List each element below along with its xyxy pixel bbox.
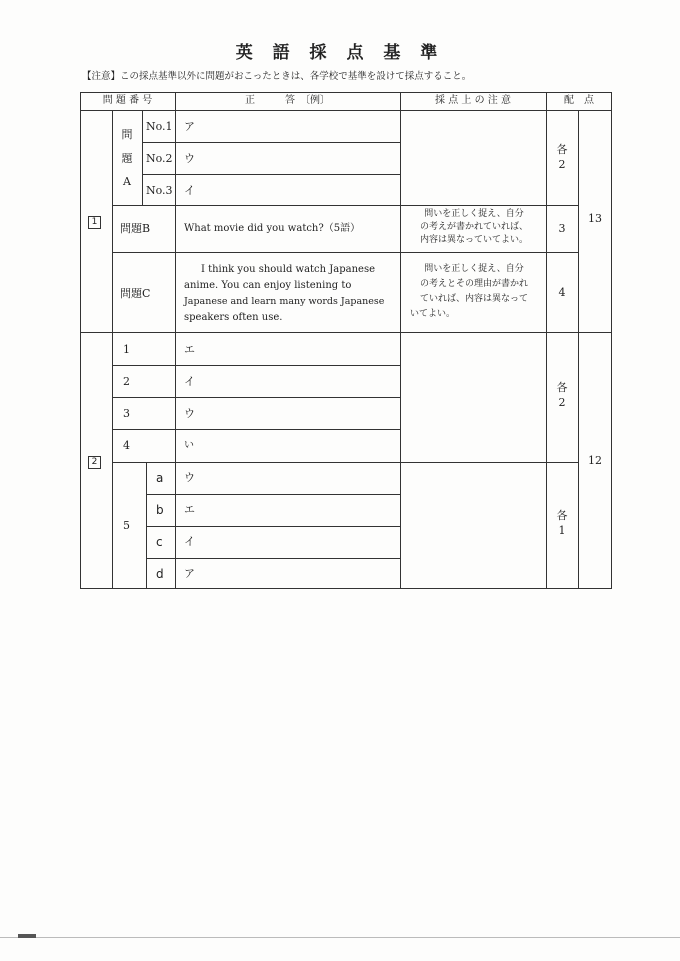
row-line-5a (146, 494, 400, 495)
q2-item1-label: 1 (123, 343, 130, 356)
caution-note: 【注意】この採点基準以外に問題がおこったときは、各学校で基準を設けて採点すること。 (82, 71, 472, 82)
row-line-23 (112, 429, 400, 430)
header-number: 問 題 番 号 (102, 95, 153, 106)
col-line-total (578, 110, 579, 589)
q2-item2-answer: イ (184, 375, 195, 388)
row-line-a2 (142, 174, 400, 175)
mondaiA-char-3: A (123, 175, 131, 188)
mondaiC-answer (184, 262, 392, 326)
mondaiA-char-1: 問 (121, 128, 133, 141)
q2-item3-label: 3 (123, 407, 130, 420)
a-no2-answer: ウ (184, 152, 195, 165)
q2-item4-label: 4 (123, 439, 130, 452)
mondaiC-answer-line-4: speakers often use. (184, 312, 283, 323)
mondaiC-caution-line-4: いてよい。 (410, 309, 456, 319)
scan-edge-line (0, 937, 680, 938)
mondaiB-caution-line-2: の考えが書かれていれば、 (419, 222, 528, 232)
row-line-b (112, 252, 578, 253)
row-line-5c (146, 558, 400, 559)
row-line-header (80, 110, 612, 111)
question-2-total: 12 (588, 454, 602, 467)
a-no1-label: No.1 (146, 120, 173, 133)
q2-5a-answer: ウ (184, 471, 195, 484)
row-line-22 (112, 397, 400, 398)
q2-5-points-each (546, 508, 578, 538)
q2-5a-label: a (156, 471, 164, 485)
row-line-5b (146, 526, 400, 527)
mondaiC-answer-line-3: Japanese and learn many words Japanese (184, 296, 385, 307)
row-line-24 (112, 462, 578, 463)
row-line-a3 (112, 205, 578, 206)
a-no3-label: No.3 (146, 184, 173, 197)
col-line-caution (400, 92, 401, 589)
mondaiC-caution (404, 262, 544, 322)
mondaiA-char-2: 題 (121, 152, 133, 165)
header-caution: 採 点 上 の 注 意 (435, 95, 511, 106)
mondaiC-answer-line-1: I think you should watch Japanese (200, 264, 376, 275)
q2-5d-answer: ア (184, 567, 195, 580)
q2-item4-answer: い (184, 440, 194, 451)
mondaiC-caution-line-3: ていれば、内容は異なって (419, 294, 528, 304)
scan-edge-mark (18, 934, 36, 938)
mondaiC-caution-line-1: 問いを正しく捉え、自分 (424, 264, 524, 274)
row-line-q1 (80, 332, 612, 333)
q2-5d-label: d (156, 567, 164, 581)
q2-5b-answer: エ (184, 503, 195, 516)
q2-items-points-each (546, 380, 578, 410)
row-line-21 (112, 365, 400, 366)
mondaiB-caution-line-3: 内容は異なっていてよい。 (419, 235, 528, 245)
question-2-number: 2 (88, 456, 101, 469)
q2-5c-label: c (156, 535, 163, 549)
col-line-answer (175, 92, 176, 589)
a-points-each-label: 各 (556, 143, 568, 156)
q2-5c-answer: イ (184, 535, 195, 548)
a-no3-answer: イ (184, 184, 195, 197)
q2-5-points-each-value: 1 (558, 524, 566, 537)
question-1-number: 1 (88, 216, 101, 229)
q2-item2-label: 2 (123, 375, 130, 388)
q2-5b-label: b (156, 503, 164, 517)
mondaiC-points: 4 (558, 286, 566, 299)
page-title: 英 語 採 点 基 準 (235, 43, 445, 63)
mondaiC-answer-line-2: anime. You can enjoy listening to (184, 280, 352, 291)
a-points-each (546, 142, 578, 172)
q2-items-points-each-value: 2 (558, 396, 566, 409)
question-1-total: 13 (588, 212, 602, 225)
header-points: 配 点 (564, 95, 594, 106)
row-line-a1 (142, 142, 400, 143)
q2-items-points-each-label: 各 (556, 381, 568, 394)
mondaiB-caution (404, 208, 544, 247)
q2-item5-label: 5 (123, 519, 130, 532)
mondaiB-label: 問題B (120, 222, 151, 235)
mondaiB-answer: What movie did you watch?（5語） (184, 223, 361, 234)
q2-item1-answer: エ (184, 343, 195, 356)
mondaiC-caution-line-2: の考えとその理由が書かれ (419, 279, 528, 289)
q2-item3-answer: ウ (184, 407, 195, 420)
mondaiC-label: 問題C (120, 287, 151, 300)
a-points-each-value: 2 (558, 158, 566, 171)
mondaiB-caution-line-1: 問いを正しく捉え、自分 (424, 209, 524, 219)
a-no1-answer: ア (184, 120, 195, 133)
col-line-mondaiA (142, 110, 143, 205)
a-no2-label: No.2 (146, 152, 173, 165)
header-answer: 正 答 〔例〕 (245, 95, 330, 106)
q2-5-points-each-label: 各 (556, 509, 568, 522)
mondaiB-points: 3 (558, 222, 566, 235)
